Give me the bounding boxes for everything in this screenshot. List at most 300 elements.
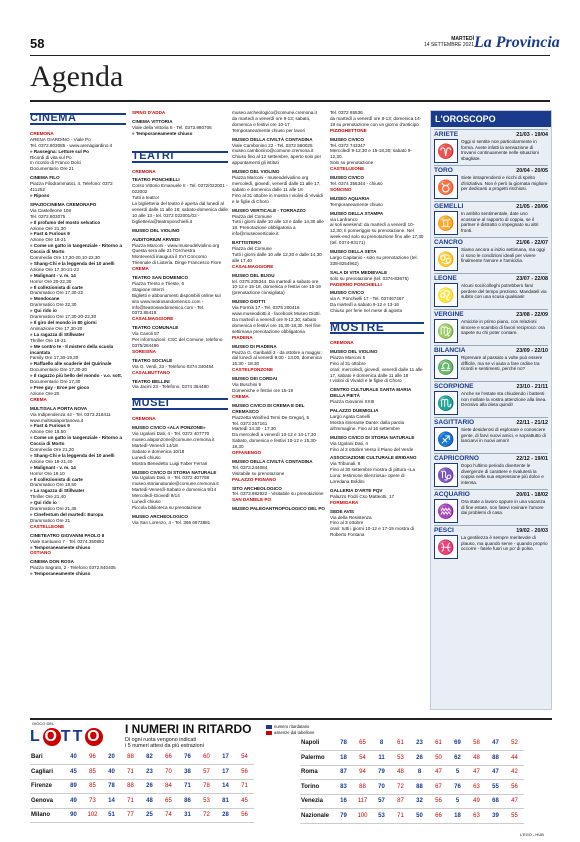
lotto-table-right <box>300 736 524 824</box>
musei-mostre-column <box>330 110 424 714</box>
venue-name: ASSOCIAZIONE CULTURALE ERIDANO <box>330 455 417 461</box>
listing-text: Piazzetta Winifred Terni De Gregorj, 5 <box>232 414 310 420</box>
absence-count: 87 <box>391 794 410 809</box>
musei-listings-2 <box>232 110 326 512</box>
venue-name: TEATRO SAN DOMENICO <box>132 275 189 281</box>
sign-text: Oggi vi sentite non particolarmente in forma. Avete infatti la sensazione di trovarvi continuamente nelle situazioni sbagliate. <box>461 139 539 161</box>
wheel-name: Bari <box>30 750 64 765</box>
city-heading: CREMONA <box>132 416 156 422</box>
sign-text: Dopo l'ultimo periodo divertente le divergenze di carattere e rivaluterà la coppia nella sua espressione più dolce e intensa. <box>461 463 544 485</box>
listing-text: Da mercoledì a venerdì 10-12 e 14-17,30 <box>232 432 317 438</box>
venue-name: CINEMA DON ROSA <box>30 559 74 565</box>
absence-count: 94 <box>353 765 372 780</box>
absence-count: 84 <box>159 779 178 794</box>
sign-text: Ora state a lavoro oppure in una vacanza di fine estate, non fatevi rovinare l'umore dai problemi di casa. <box>461 499 546 516</box>
venue-name: AUDITORIUM ARVEDI <box>132 236 180 242</box>
zodiac-icon: ♈ <box>434 139 458 163</box>
listing-text: Piazza del Comune <box>232 246 272 252</box>
listing-text: Piazza Filodrammatici, 4. Telefono: 0372 411252 <box>30 181 113 193</box>
absence-count: 100 <box>353 809 372 824</box>
wheel-name: Palermo <box>300 751 334 766</box>
listing-text: Martedì-Venerdì-Sabato e domenica 9/14 <box>132 487 217 493</box>
venue-name: CINEMA FILO <box>30 175 60 181</box>
late-number: 88 <box>486 751 505 766</box>
absence-count: 66 <box>429 809 448 824</box>
listing-text: Tutti i giorni dalle 10 alle 12,30 e dalle 14,30 alle 17,40 <box>232 251 322 263</box>
listing-text: Piazza Sagrato, 2 - Telefono 0372.840405 <box>30 565 116 571</box>
horoscope-sign <box>434 165 548 199</box>
listing-text: Tel. 0372.803075 <box>30 213 66 219</box>
late-number: 40 <box>64 750 83 765</box>
lotto-ball-letter: O <box>87 728 102 745</box>
listing-text: Drammatico Ore 17,30-20-22,30 <box>30 314 97 320</box>
zodiac-icon: ♏ <box>434 391 458 415</box>
venue-name: MUSEO CIVICO «ALA PONZONE» <box>132 425 206 431</box>
absence-count: 53 <box>197 794 216 809</box>
listing-text: orari: mercoledì, giovedì, venerdì dalle 11 alle 17, sabato e domenica dalle 11 alle 18 <box>330 366 423 378</box>
listing-text: Via Indipendenza 44 - Tel. 0373.218411 <box>30 411 111 417</box>
sign-body <box>434 283 548 307</box>
venue-name: MULTISALA PORTA NOVA <box>30 405 88 411</box>
sign-text: Anche se l'estate sta chiudendo i battenti non mollate la vostra attenzione alla linea. Decisivo alla dieta quindi! <box>461 391 547 408</box>
sign-body <box>434 391 548 415</box>
horoscope-title: L'OROSCOPO <box>431 111 551 127</box>
sign-name: TORO <box>434 167 453 174</box>
listing-text: Via San Lorenzo, 4 - Tel. 366 6673881 <box>132 519 211 525</box>
late-number: 16 <box>334 794 353 809</box>
city-heading: CREMA <box>232 393 249 399</box>
teatri-musei-column <box>132 110 228 714</box>
absence-count: 73 <box>83 794 102 809</box>
listing-text: www.museodiotti.it - facebook Museo Diotti. Da martedì a venerdì ore 8-12,30; sabato domenica e festivi ore 15,30-18,30. Nel fine settimana prenotazione obbligatoria <box>232 311 321 334</box>
late-number: 25 <box>140 808 159 823</box>
lotto-logo-small: GIOCO DEL <box>32 721 55 726</box>
legend-swatch <box>266 731 272 735</box>
listing-text: Palazzo Fodri Cso Matteotti, 17 <box>330 493 395 499</box>
absence-count: 71 <box>391 809 410 824</box>
lotto-legend <box>266 724 315 736</box>
late-number: 14 <box>102 794 121 809</box>
late-number: 31 <box>178 808 197 823</box>
late-number: 68 <box>486 794 505 809</box>
listing-text: Via G. Verdi, 23 - Telefono 0374 340454 <box>132 363 214 369</box>
sign-dates: 19/02 - 20/03 <box>516 527 548 534</box>
listing-text: Via Ugolani Dati, 4 - Tel. 0372 407768 <box>132 475 210 481</box>
venue-name: MUSEO DI PIADENA <box>232 343 277 349</box>
late-number: 18 <box>334 751 353 766</box>
musei-listings <box>132 416 228 525</box>
sign-text: Amicizie in primo piano, con relazioni sincere e scambio di favori reciproco: ora sapete su chi poter contare. <box>461 319 545 336</box>
listing-text: Via Buschini 9 <box>232 382 262 388</box>
horoscope-sign <box>434 345 548 379</box>
horoscope-sign <box>434 129 548 163</box>
legend-swatch <box>266 725 272 729</box>
zodiac-icon: ♋ <box>434 247 458 271</box>
late-number: 49 <box>64 794 83 809</box>
venue-name: GALLERIA D'ARTE PQV <box>330 487 383 493</box>
lotto-row <box>300 809 524 824</box>
venue-name: MUSEO AQUARIA <box>330 195 370 201</box>
listing-text: Fino al 31 ottobre <box>330 360 366 366</box>
listing-text: tel. 0375.205344. Da martedì a sabato ore 10-12 e 15-18, domenica e festivi ore 15-19 (prenotazione consigliata) <box>232 278 321 296</box>
zodiac-icon: ♉ <box>434 175 458 199</box>
late-number: 23 <box>410 736 429 751</box>
absence-count: 96 <box>83 750 102 765</box>
musei-column-2 <box>232 110 326 714</box>
lotto-subtitle-line: i 5 numeri attesi da più estrazioni <box>125 743 204 750</box>
teatri-listings <box>132 169 228 391</box>
city-heading: FORMIGARA <box>330 499 359 505</box>
header-date <box>392 36 474 48</box>
city-heading: CREMONA <box>30 130 54 136</box>
listing-text: Fino al 30 settembre mostra di pittura «La Luna: testimone silenziosa» opere di Loredana Boldini <box>330 467 416 485</box>
lotto-row <box>300 794 524 809</box>
late-number: 89 <box>64 779 83 794</box>
sign-name: SAGITTARIO <box>434 419 475 426</box>
sign-body <box>434 211 548 235</box>
absence-count: 56 <box>235 808 254 823</box>
listing-text: Temporaneamente chiuso per lavori <box>232 127 306 133</box>
city-heading: CASTELPONZONE <box>232 367 274 373</box>
lotto-row <box>30 794 254 809</box>
sign-dates: 22/11 - 21/12 <box>516 419 548 426</box>
listing-text: Martedì 14,30 - 17,30 <box>232 426 276 432</box>
listing-text: Via Cairoli 57 <box>132 331 160 337</box>
listing-text: Horror Ore 20-22,30 <box>30 278 72 284</box>
listing-text: Chiuso per ferie nel mese di agosto <box>330 308 403 314</box>
sign-name: CAPRICORNO <box>434 455 480 462</box>
venue-name: TEATRO BELLINI <box>132 378 170 384</box>
listing-text: Piazza Trento e Trieste, 6 <box>132 280 185 286</box>
listing-text: Da martedì a sabato 9-12 e 13-16 <box>330 302 399 308</box>
late-number: 88 <box>410 780 429 795</box>
absence-count: 61 <box>391 736 410 751</box>
late-number: 69 <box>448 736 467 751</box>
wheel-name: Nazionale <box>300 809 334 824</box>
listing-text: Questa sera alle 21 l'Orchestra <box>132 248 196 254</box>
lotto-letter: T <box>72 728 85 745</box>
listing-title: » Cinefestum del martedì: Europa <box>30 512 104 517</box>
listing-text: Mercoledì 9-12,30 e 15-18,30; sabato 9-12,30. <box>330 148 412 160</box>
absence-count: 88 <box>121 750 140 765</box>
listing-text: Viale Santuario 7 - Tel. 0374.350882 <box>30 538 105 544</box>
sign-header <box>434 418 548 427</box>
absence-count: 44 <box>505 751 524 766</box>
late-number: 47 <box>486 765 505 780</box>
venue-name: MUSEO ARCHEOLOGICO <box>132 513 188 519</box>
listing-text: Tel. 0373 257161 <box>232 420 268 426</box>
lotto-row <box>300 780 524 795</box>
listing-text: In ricordo di Franco Dolci <box>30 160 82 166</box>
sign-body <box>434 427 548 451</box>
late-number: 8 <box>410 765 429 780</box>
absence-count: 102 <box>83 808 102 823</box>
venue-name: MUSEO DELLA STAMPA <box>330 210 384 216</box>
listing-title: » Temporaneamente chiuso <box>30 571 91 577</box>
late-number: 71 <box>178 779 197 794</box>
horoscope-sign <box>434 309 548 343</box>
sign-body <box>434 355 548 379</box>
absence-count: 52 <box>505 736 524 751</box>
listing-text: Piazza del Comune <box>232 213 272 219</box>
absence-count: 49 <box>467 794 486 809</box>
venue-name: MUSEO CIVICO DI STORIA NATURALE <box>330 434 415 440</box>
lotto-row <box>300 736 524 751</box>
city-heading: SPINO D'ADDA <box>132 110 166 115</box>
city-heading: PADERNO PONCHIELLI <box>330 281 382 287</box>
listing-text: Azione Ore 20 <box>30 390 60 396</box>
venue-name: TEATRO PONCHIELLI <box>132 177 180 183</box>
horoscope-box <box>430 110 552 710</box>
late-number: 50 <box>410 809 429 824</box>
wheel-name: Genova <box>30 794 64 809</box>
absence-count: 47 <box>505 794 524 809</box>
horoscope-sign <box>434 381 548 415</box>
absence-count: 67 <box>429 780 448 795</box>
lotto-row <box>30 750 254 765</box>
late-number: 14 <box>216 779 235 794</box>
sign-dates: 20/01 - 18/02 <box>516 491 548 498</box>
venue-name: MUSEO PALEOANTROPOLOGICO DEL PO <box>232 506 325 512</box>
listing-text: solo su prenotazione (tel. 0374-83675) <box>330 275 409 281</box>
listing-title: » Il ragazzo più bello del mondo - v.o. sott. <box>30 373 123 379</box>
venue-name: MUSEO DEI CORDAI <box>232 376 278 382</box>
sign-name: GEMELLI <box>434 203 464 210</box>
lotto-subtitle-line: Di ogni ruota vengono indicati <box>125 737 197 743</box>
sign-body <box>434 463 548 487</box>
listing-text: Piazza Marconi - museodelviolino.org <box>232 175 309 181</box>
lotto-box <box>30 718 552 828</box>
horoscope-sign <box>434 417 548 451</box>
horoscope-sign <box>434 525 548 559</box>
listing-title: » Il collezionista di carte <box>30 476 83 482</box>
mostre-listings <box>330 340 424 538</box>
listing-text: Lunedì chiuso <box>132 454 161 460</box>
section-musei: MUSEI <box>132 398 228 410</box>
venue-name: TEATRO SOCIALE <box>132 357 173 363</box>
listing-text: Via Castelleone 108 <box>30 207 72 213</box>
sign-body <box>434 139 548 163</box>
listing-text: Tel. 0373.244084 <box>232 464 268 470</box>
listing-text: mercoledì, giovedì, venerdì dalle 11 alle 17, sabato e domenica dalle 11 alle 18 <box>232 180 321 192</box>
late-number: 40 <box>102 765 121 780</box>
sign-header <box>434 454 548 463</box>
page-number: 58 <box>30 36 45 51</box>
sign-header <box>434 310 548 319</box>
venue-name: MUSEO DEL VIOLINO <box>132 227 180 233</box>
absence-count: 88 <box>353 780 372 795</box>
listing-text: via Lanfranco <box>330 216 358 222</box>
lotto-row <box>300 751 524 766</box>
sign-body <box>434 499 548 523</box>
sign-name: ACQUARIO <box>434 491 470 498</box>
listing-text: Via Ugolani Dati, 4 <box>330 440 368 446</box>
listing-title: » Mondocane <box>30 296 60 302</box>
absence-count: 63 <box>467 809 486 824</box>
sign-dates: 20/04 - 20/05 <box>516 167 548 174</box>
listing-text: Tutti a teatro! <box>132 195 159 201</box>
listing-text: Piazza Giovanni XXIII <box>330 399 375 405</box>
late-number: 83 <box>334 780 353 795</box>
listing-text: Via della Resistenza <box>330 514 372 520</box>
listing-text: Largo Agata Canelli <box>330 413 371 419</box>
horoscope-sign <box>434 273 548 307</box>
listing-text: museo.cambonino@comune.cremona.it <box>232 148 314 154</box>
zodiac-icon: ♎ <box>434 355 458 379</box>
listing-text: Mostra itinerante Dante: dalla parola all'immagine. Fino al 16 settembre <box>330 419 405 431</box>
city-heading: PALAZZO PIGNANO <box>232 476 277 482</box>
listing-text: Documentario Ore 21 <box>30 166 74 172</box>
listing-title: » Malignant - v. m. 14 <box>30 464 76 470</box>
zodiac-icon: ♒ <box>434 499 458 523</box>
absence-count: 66 <box>159 750 178 765</box>
sign-dates: 23/08 - 22/09 <box>516 311 548 318</box>
absence-count: 85 <box>83 765 102 780</box>
sign-header <box>434 382 548 391</box>
venue-name: MUSEO DEL VIOLINO <box>232 169 280 175</box>
listing-text: La biglietteria del teatro è aperta dal lunedì al venerdì dalle 11 alle 18; sabato-domenica dalle 10 alle 13 - tel. 0372 022001/02 - biglietteria@teatroponchielli.it <box>132 201 228 224</box>
city-heading: SORESINA <box>132 348 156 354</box>
city-heading: CREMA <box>30 396 47 402</box>
wheel-name: Roma <box>300 765 334 780</box>
listing-title: » Qui rido io <box>30 308 57 314</box>
sign-body <box>434 247 548 271</box>
listing-text: Azione Ore 21,30 <box>30 225 66 231</box>
listing-text: Horror Ore 19,10 <box>30 470 65 476</box>
late-number: 57 <box>372 794 391 809</box>
venue-name: CINEMA VITTORIA <box>132 118 173 124</box>
late-number: 11 <box>372 751 391 766</box>
late-number: 47 <box>486 736 505 751</box>
late-number: 20 <box>102 750 121 765</box>
wheel-name: Venezia <box>300 794 334 809</box>
sign-header <box>434 526 548 535</box>
listing-title: » Shang-Chi e la leggenda dei 10 anelli <box>30 260 115 266</box>
listing-text: Mercoledì-Giovedì 9/14 <box>132 493 180 499</box>
absence-count: 47 <box>429 765 448 780</box>
sign-name: BILANCIA <box>434 347 466 354</box>
late-number: 55 <box>486 780 505 795</box>
listing-text: I violini di Vivaldi e le figlie di Choro <box>330 378 402 384</box>
listing-text: Tel. 0372.803085 - www.arenagiardino.it <box>30 142 112 148</box>
late-number: 28 <box>216 808 235 823</box>
listing-title: » Raffaello alle scuderie del Quirinale <box>30 361 112 367</box>
spino-listing <box>132 110 228 137</box>
horoscope-signs <box>431 129 551 559</box>
listing-text: Piccola biblioteca su prenotazione <box>132 504 202 510</box>
late-number: 79 <box>372 765 391 780</box>
late-number: 62 <box>448 751 467 766</box>
sign-text: In ambito sentimentale, date uno scossone al rapporto di coppia, se il partner è distratto o impegnato su altri fronti. <box>461 211 539 233</box>
venue-name: BATTISTERO <box>232 240 262 246</box>
sign-header <box>434 238 548 247</box>
legend-label: numero ritardatario <box>274 724 310 729</box>
sign-name: CANCRO <box>434 239 463 246</box>
listing-text: Drammatico Ore 17,30-22 <box>30 290 84 296</box>
listing-title: » La ragazza di Stillwater <box>30 331 85 337</box>
listing-text: www.multisalaportanova.it <box>30 417 84 423</box>
venue-name: PALAZZO DUEMIGLIA <box>330 408 379 414</box>
listing-text: Triennale di Liuteria. Dirige Francesco Fiore <box>132 260 222 266</box>
listing-title: » Il profumo del mosto selvatico <box>30 219 101 225</box>
city-heading: CASALMAGGIORE <box>232 263 274 269</box>
listing-title: » Fast & Furious 9 <box>30 231 70 237</box>
sign-dates: 21/05 - 20/06 <box>516 203 548 210</box>
city-heading: CASALBUTTANO <box>132 369 170 375</box>
absence-count: 61 <box>429 736 448 751</box>
listing-title: » Come un gatto in tangenziale - Ritorno a Coccia di Morto <box>30 435 122 447</box>
horoscope-sign <box>434 489 548 523</box>
late-number: 76 <box>448 780 467 795</box>
absence-count: 58 <box>467 736 486 751</box>
late-number: 38 <box>178 765 197 780</box>
listing-text: Stagione Interzi <box>132 286 164 292</box>
listing-text: via A. Ponchielli 17 - Tel. 037467467 <box>330 296 404 302</box>
listing-text: Monteverdi inaugura il XVI Concorso <box>132 254 207 260</box>
listing-title: » Me contro te - Il mistero della scuola incantata <box>30 343 114 355</box>
late-number: 48 <box>140 794 159 809</box>
listing-text: Documentario Ore 17,30-20 <box>30 367 87 373</box>
listing-text: Largo Capitanio - solo su prenotazione (tel. 338-8254962) <box>330 254 418 266</box>
late-number: 17 <box>216 750 235 765</box>
listing-title: » Il collezionista di carte <box>30 284 83 290</box>
wheel-name: Firenze <box>30 779 64 794</box>
late-number: 70 <box>372 780 391 795</box>
late-number: 26 <box>410 751 429 766</box>
listing-text: Domeniche e festivi ore 15-19 <box>232 387 294 393</box>
listing-text: Per informazioni: CSC del Comune, telefono 0375/284496 <box>132 337 223 348</box>
listing-text: museo.storianaturale@comune.cremona.it <box>132 481 219 487</box>
lotto-row <box>30 808 254 823</box>
lotto-letter: T <box>60 728 73 745</box>
horoscope-sign <box>434 201 548 235</box>
listing-title: » Come un gatto in tangenziale - Ritorno a Coccia di Morto <box>30 243 122 255</box>
late-number: 79 <box>334 809 353 824</box>
sign-dates: 23/10 - 21/11 <box>516 383 548 390</box>
late-number: 39 <box>486 809 505 824</box>
lotto-row <box>30 765 254 780</box>
listing-title: » Rassegna: Letture sul Po <box>30 148 89 154</box>
absence-count: 45 <box>235 794 254 809</box>
venue-name: CINETEATRO GIOVANNI PAOLO II <box>30 532 105 538</box>
listing-text: Piazza Marconi - www.museodelviolino.org <box>132 242 220 248</box>
sign-header <box>434 274 548 283</box>
sign-dates: 22/12 - 19/01 <box>516 455 548 462</box>
late-number: 82 <box>140 750 159 765</box>
section-teatri: TEATRI <box>132 151 228 163</box>
wheel-name: Napoli <box>300 736 334 751</box>
listing-text: Fino al 2 ottobre Verso il Piano del Verde <box>330 446 414 452</box>
listing-text: Ricordi di vita sul Po <box>30 154 72 160</box>
late-number: 51 <box>102 808 121 823</box>
listing-text: Tel. 0372 65536 <box>330 110 363 115</box>
listing-text: Tutti i giorni dalle 10 alle 13 e dalle 14,30 alle 18. Prenotazione obbligatoria a info@museoverticale.it <box>232 219 324 237</box>
listing-text: Via Jacini 23 - Telefono. 0374 364480 <box>132 384 209 390</box>
sign-body <box>434 535 548 559</box>
sign-text: Siete desiderosi di esplorare e conoscere gente, di farvi nuovi amici, e soprattutto di lanciarvi in nuovi amori! <box>461 427 546 444</box>
late-number: 17 <box>216 765 235 780</box>
absence-count: 72 <box>197 808 216 823</box>
absence-count: 74 <box>159 808 178 823</box>
absence-count: 70 <box>159 765 178 780</box>
listing-text: ai soli weekend: da martedì a venerdì 10-12,30; Il pomeriggio su prenotazione. Nel week-end solo su prenotazione fino alle 17,30 (tel. 0374-83171) <box>330 222 424 246</box>
listing-text: Drammatico Ore 22,30 <box>30 302 77 308</box>
listing-text: Viale Cambonino 22 - Tel. 0372 560025 <box>232 142 313 148</box>
listing-text: Solo su prenotazione <box>330 160 374 166</box>
listing-text: museo.archeologico@comune.cremona.it <box>232 110 317 115</box>
lotto-row <box>30 779 254 794</box>
absence-count: 63 <box>467 780 486 795</box>
